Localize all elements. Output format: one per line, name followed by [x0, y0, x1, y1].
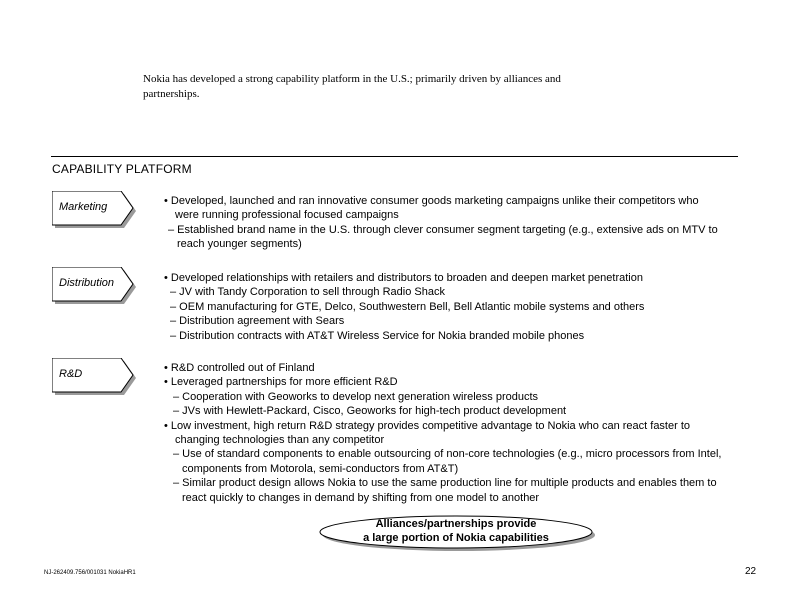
sub-bullet-item: – Use of standard components to enable outsourcing of non-core technologies (e.g., micro processors from Intel, components from Motorola, semi-conductors from AT&T) [173, 448, 722, 475]
chevron-label-marketing: Marketing [59, 201, 108, 213]
chevron-label-distribution: Distribution [59, 277, 115, 289]
marketing-bullets [164, 194, 724, 252]
callout-line-1: Alliances/partnerships provide [375, 518, 537, 530]
chevron-distribution [52, 267, 137, 303]
sub-bullet-item: – OEM manufacturing for GTE, Delco, Southwestern Bell, Bell Atlantic mobile systems and others [170, 300, 645, 313]
sub-bullet-item: – Similar product design allows Nokia to use the same production line for multiple products and enables them to react quickly to changes in demand by shifting from one model to another [173, 477, 717, 504]
chevron-marketing [52, 191, 137, 227]
bullet-item: • Developed, launched and ran innovative consumer goods marketing campaigns unlike their competitors who were running professional focused campaigns [164, 195, 699, 222]
rnd-bullets [164, 361, 729, 505]
footer-document-code: NJ-262409.756/001031 NokiaHR1 [44, 570, 136, 576]
distribution-bullets [164, 271, 734, 343]
sub-bullet-item: – Established brand name in the U.S. through clever consumer segment targeting (e.g., extensive ads on MTV to reach younger segments) [168, 223, 718, 251]
sub-bullet-item: – JV with Tandy Corporation to sell through Radio Shack [170, 286, 445, 299]
page-number: 22 [745, 566, 757, 577]
slide-title: Nokia has developed a strong capability platform in the U.S.; primarily driven by alliances and partnerships. [143, 73, 561, 100]
chevron-label-rnd: R&D [59, 368, 83, 380]
header-rule [51, 156, 738, 157]
bullet-item: • Leveraged partnerships for more efficient R&D [164, 376, 398, 389]
bullet-item: • Developed relationships with retailers and distributors to broaden and deepen market penetration [164, 272, 643, 284]
callout-text [319, 517, 593, 545]
bullet-item: • Low investment, high return R&D strategy provides competitive advantage to Nokia who can react faster to changing technologies than any competitor [164, 419, 691, 447]
callout-oval [319, 515, 595, 549]
sub-bullet-item: – Cooperation with Geoworks to develop next generation wireless products [173, 390, 539, 403]
section-heading: CAPABILITY PLATFORM [52, 162, 192, 176]
sub-bullet-item: – Distribution agreement with Sears [170, 315, 345, 328]
bullet-item: • R&D controlled out of Finland [164, 362, 315, 374]
sub-bullet-item: – Distribution contracts with AT&T Wireless Service for Nokia branded mobile phones [170, 329, 585, 342]
chevron-rnd [52, 358, 137, 394]
sub-bullet-item: – JVs with Hewlett-Packard, Cisco, Geoworks for high-tech product development [173, 405, 567, 418]
callout-line-2: a large portion of Nokia capabilities [363, 532, 549, 544]
